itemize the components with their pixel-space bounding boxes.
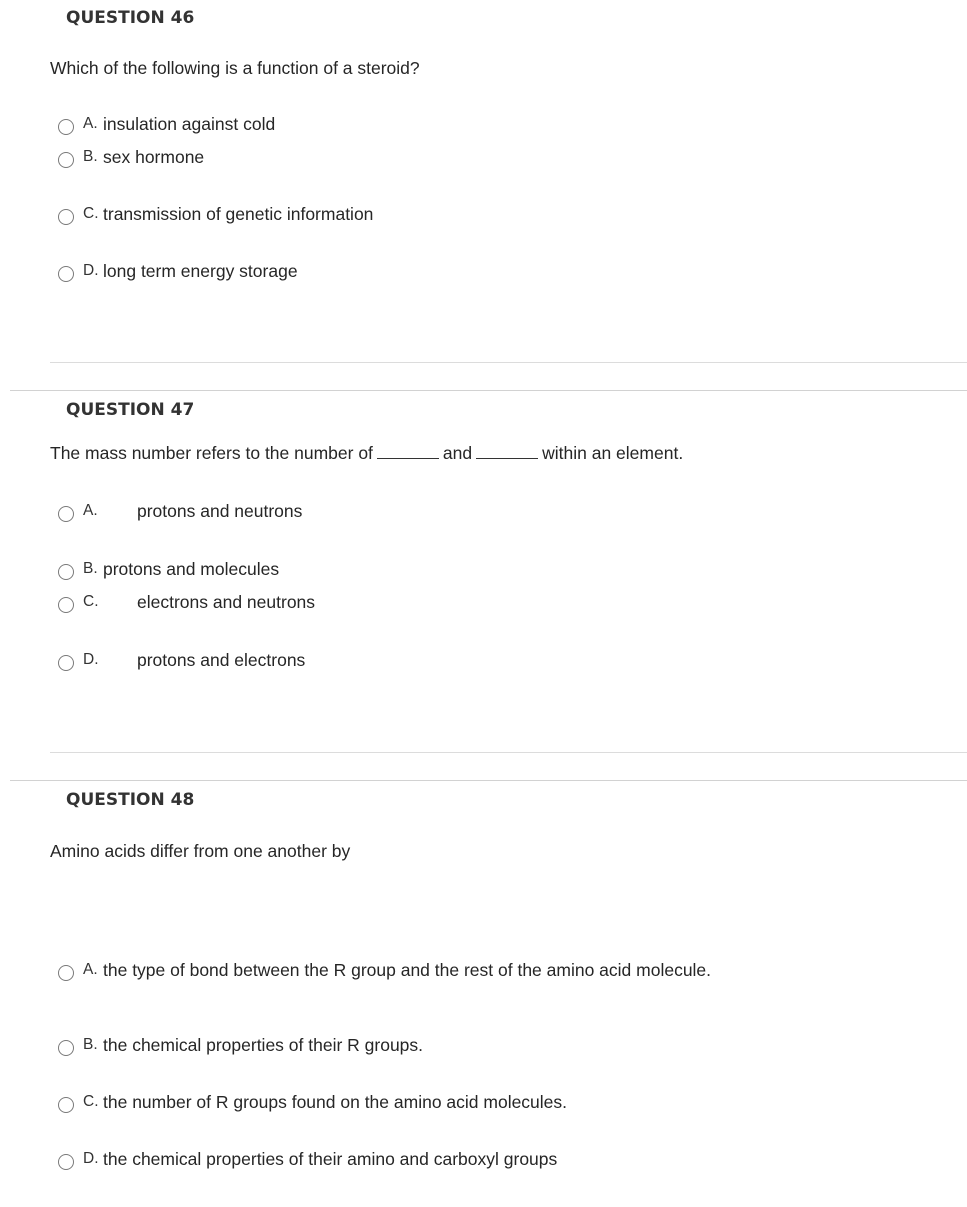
option-letter: D. <box>83 1150 99 1167</box>
question-48-text: Amino acids differ from one another by <box>50 841 351 861</box>
option-letter: A. <box>83 961 98 978</box>
radio-q47-d[interactable] <box>58 655 74 671</box>
radio-q48-c[interactable] <box>58 1097 74 1113</box>
radio-q46-a[interactable] <box>58 119 74 135</box>
option-text[interactable]: transmission of genetic information <box>103 204 374 224</box>
question-47-text-part2: and <box>442 443 473 463</box>
question-47-text-part1: The mass number refers to the number of <box>50 443 373 463</box>
option-letter: A. <box>83 502 98 519</box>
question-separator <box>10 780 967 781</box>
option-letter: C. <box>83 1093 99 1110</box>
radio-q47-b[interactable] <box>58 564 74 580</box>
fill-blank <box>476 444 538 459</box>
option-text[interactable]: protons and neutrons <box>137 501 303 521</box>
radio-q48-a[interactable] <box>58 965 74 981</box>
option-letter: C. <box>83 593 99 610</box>
question-separator <box>10 390 967 391</box>
radio-q46-c[interactable] <box>58 209 74 225</box>
radio-q47-a[interactable] <box>58 506 74 522</box>
divider <box>50 752 967 753</box>
option-text[interactable]: the chemical properties of their R groups. <box>103 1035 424 1055</box>
fill-blank <box>377 444 439 459</box>
option-text[interactable]: electrons and neutrons <box>137 592 316 612</box>
option-text[interactable]: protons and molecules <box>103 559 280 579</box>
question-47-text <box>50 443 683 464</box>
radio-q46-d[interactable] <box>58 266 74 282</box>
option-text[interactable]: the number of R groups found on the amino acid molecules. <box>103 1092 568 1112</box>
option-letter: B. <box>83 560 98 577</box>
option-text[interactable]: protons and electrons <box>137 650 306 670</box>
option-letter: C. <box>83 205 99 222</box>
option-text[interactable]: sex hormone <box>103 147 205 167</box>
option-text[interactable]: the chemical properties of their amino and carboxyl groups <box>103 1149 558 1169</box>
radio-q47-c[interactable] <box>58 597 74 613</box>
question-46-title: QUESTION 46 <box>66 8 195 28</box>
radio-q46-b[interactable] <box>58 152 74 168</box>
question-47-text-part3: within an element. <box>542 443 684 463</box>
option-text[interactable]: insulation against cold <box>103 114 276 134</box>
question-47-title: QUESTION 47 <box>66 400 195 420</box>
question-46-text: Which of the following is a function of a steroid? <box>50 58 420 78</box>
option-letter: A. <box>83 115 98 132</box>
option-text[interactable]: the type of bond between the R group and the rest of the amino acid molecule. <box>103 960 712 980</box>
option-letter: D. <box>83 262 99 279</box>
divider <box>50 362 967 363</box>
radio-q48-b[interactable] <box>58 1040 74 1056</box>
option-letter: B. <box>83 148 98 165</box>
option-text[interactable]: long term energy storage <box>103 261 298 281</box>
option-letter: B. <box>83 1036 98 1053</box>
option-letter: D. <box>83 651 99 668</box>
radio-q48-d[interactable] <box>58 1154 74 1170</box>
question-48-title: QUESTION 48 <box>66 790 195 810</box>
